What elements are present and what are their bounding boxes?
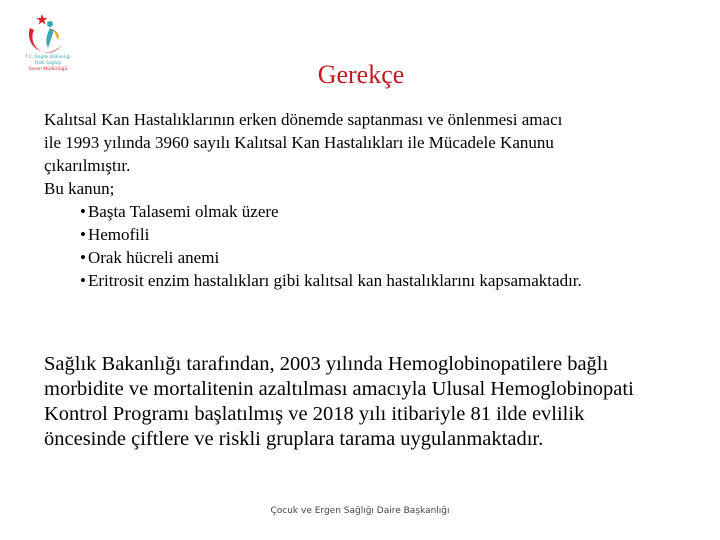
intro-line: Bu kanun; — [44, 179, 115, 198]
crescent-icon — [29, 28, 62, 53]
disease-list — [44, 200, 694, 292]
accent-icon — [53, 29, 59, 40]
logo-line-2: Halk Sağlığı — [34, 61, 62, 66]
program-paragraph — [44, 352, 694, 452]
logo-line-3: Genel Müdürlüğü — [28, 67, 68, 72]
list-item: • Eritrosit enzim hastalıkları gibi kalıtsal kan hastalıklarını kapsamaktadır. — [80, 271, 582, 290]
list-item: • Hemofili — [80, 225, 150, 244]
body-line: Sağlık Bakanlığı tarafından, 2003 yılında Hemoglobinopatilere bağlı — [44, 353, 609, 375]
intro-paragraph — [44, 108, 694, 292]
body-line: morbidite ve mortalitenin azaltılması amacıyla Ulusal Hemoglobinopati — [44, 378, 634, 400]
star-icon — [37, 14, 48, 25]
intro-line: çıkarılmıştır. — [44, 156, 131, 175]
intro-line: Kalıtsal Kan Hastalıklarının erken dönemde saptanması ve önlenmesi amacı — [44, 110, 563, 129]
list-item: • Orak hücreli anemi — [80, 248, 220, 267]
intro-line: ile 1993 yılında 3960 sayılı Kalıtsal Kan Hastalıkları ile Mücadele Kanunu — [44, 133, 554, 152]
bullet-icon: • — [80, 248, 86, 267]
footer-department: Çocuk ve Ergen Sağlığı Daire Başkanlığı — [270, 506, 450, 516]
figure-body-icon — [46, 28, 54, 48]
body-line: Kontrol Programı başlatılmış ve 2018 yılı itibariyle 81 ilde evlilik — [44, 403, 585, 425]
bullet-icon: • — [80, 202, 86, 221]
page-title: Gerekçe — [317, 60, 405, 89]
list-item: • Başta Talasemi olmak üzere — [80, 202, 279, 221]
figure-head-icon — [47, 21, 53, 27]
body-line: öncesinde çiftlere ve riskli gruplara tarama uygulanmaktadır. — [44, 428, 544, 450]
bullet-icon: • — [80, 271, 86, 290]
logo-line-1: T.C. Sağlık Bakanlığı — [25, 55, 71, 60]
bullet-icon: • — [80, 225, 86, 244]
